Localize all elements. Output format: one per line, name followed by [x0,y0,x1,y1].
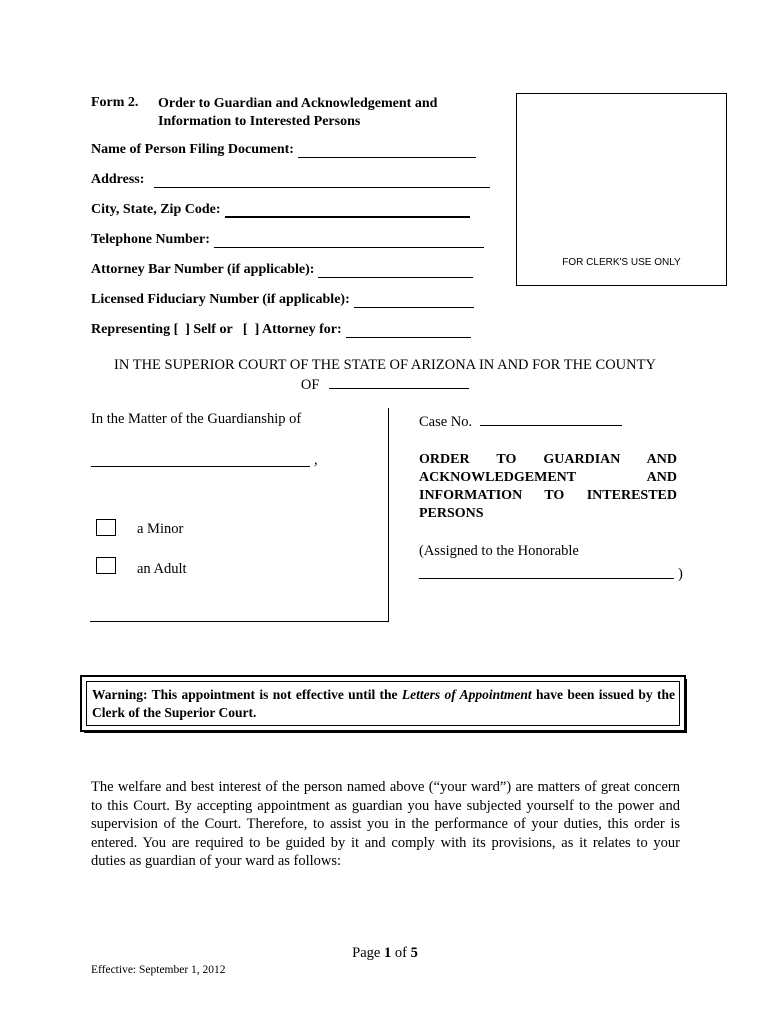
body-paragraph: The welfare and best interest of the person named above (“your ward”) are matters of great concern to this Court. By accepting appointment as guardian you have subjected yourself to the power and supervision of the Court. Therefore, to assist you in the performance of your duties, this order is entered. You are required to be guided by it and comply with its provisions, as it relates to your duties as guardian of your ward as follows: [91,779,680,869]
bar-number-field[interactable] [318,263,473,278]
page-current: 1 [383,945,392,961]
judge-closing-paren: ) [678,566,683,582]
matter-text: In the Matter of the Guardianship of [91,411,302,427]
representing-row [91,322,471,338]
page-prefix: Page [352,945,384,961]
form-title-line-2: Information to Interested Persons [158,114,361,129]
form-title [158,95,437,131]
filer-name-row [91,142,476,158]
city-row [91,202,470,218]
ward-name-comma: , [314,452,318,468]
court-title-line-2 [80,374,690,394]
phone-label: Telephone Number: [91,232,210,247]
form-title-line-1: Order to Guardian and Acknowledgement and [158,96,438,111]
county-of-label: OF [300,377,320,393]
court-title-line-1: IN THE SUPERIOR COURT OF THE STATE OF ARIZONA IN AND FOR THE COUNTY [114,357,656,373]
fiduciary-label: Licensed Fiduciary Number (if applicable): [91,292,350,307]
page-total: 5 [410,945,418,961]
judge-name-field[interactable] [419,564,674,579]
fiduciary-row [91,292,474,308]
minor-label: a Minor [137,521,184,537]
fiduciary-field[interactable] [354,293,474,308]
caption-divider [388,408,389,622]
warning-prefix: Warning: This appointment is not effective until the [92,687,402,702]
filer-name-label: Name of Person Filing Document: [91,142,294,157]
assigned-judge-text: (Assigned to the Honorable [419,543,579,559]
form-number: Form 2. [91,95,139,110]
page-of: of [391,945,411,961]
ward-name-field[interactable] [91,452,310,467]
bar-number-row [91,262,473,278]
effective-date: Effective: September 1, 2012 [91,964,226,976]
adult-label: an Adult [137,561,187,577]
attorney-for-field[interactable] [346,323,471,338]
representing-label: Representing [ ] Self or [ ] Attorney for: [91,322,342,337]
minor-checkbox[interactable] [96,519,116,536]
city-label: City, State, Zip Code: [91,202,221,217]
warning-emphasis: Letters of Appointment [401,687,532,702]
address-row [91,172,490,188]
adult-checkbox[interactable] [96,557,116,574]
caption-bottom-rule [90,621,389,622]
phone-row [91,232,484,248]
order-title: ORDER TO GUARDIAN AND ACKNOWLEDGEMENT AND INFORMATION TO INTERESTED PERSONS [419,452,677,521]
address-field[interactable] [154,173,490,188]
page-number [0,945,770,962]
court-title [80,356,690,394]
warning-suffix: have been issued by the Clerk of the Superior Court. [92,687,675,720]
phone-field[interactable] [214,233,484,248]
case-number-row [419,411,622,431]
city-field[interactable] [225,202,470,218]
address-label: Address: [91,172,145,187]
filer-name-field[interactable] [298,143,476,158]
case-number-label: Case No. [419,414,473,430]
warning-text [92,686,675,722]
county-field[interactable] [329,374,469,389]
bar-number-label: Attorney Bar Number (if applicable): [91,262,315,277]
clerk-use-label: FOR CLERK'S USE ONLY [562,257,681,268]
case-number-field[interactable] [480,411,622,426]
